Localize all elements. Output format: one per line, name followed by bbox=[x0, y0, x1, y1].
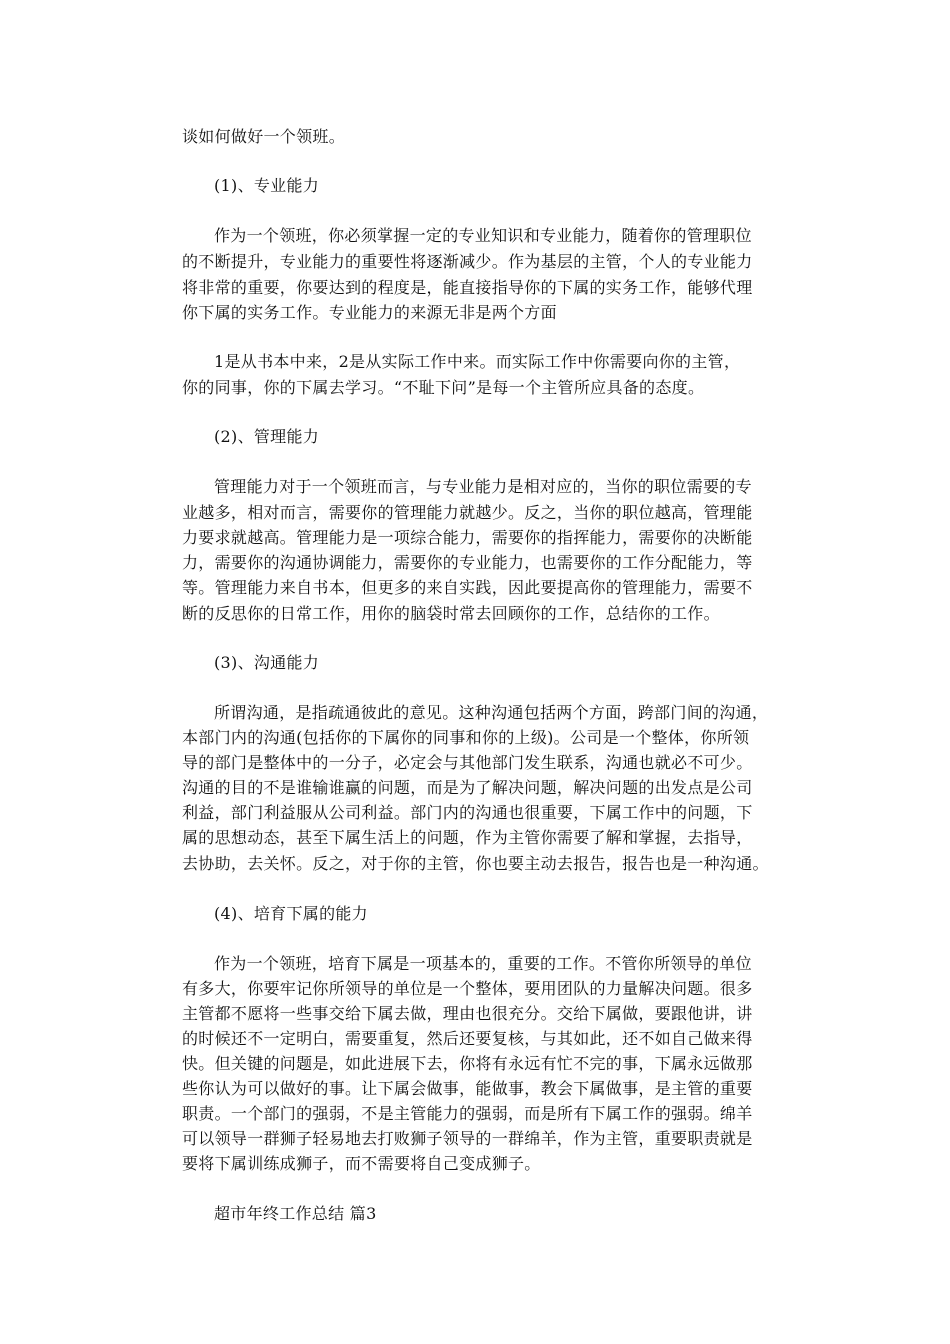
paragraph-line: 的不断提升，专业能力的重要性将逐渐减少。作为基层的主管，个人的专业能力 bbox=[182, 252, 753, 271]
paragraph-line: 力要求就越高。管理能力是一项综合能力，需要你的指挥能力，需要你的决断能 bbox=[182, 528, 753, 547]
paragraph-line: 导的部门是整体中的一分子，必定会与其他部门发生联系，沟通也就必不可少。 bbox=[182, 753, 753, 772]
paragraph-line: 作为一个领班，培育下属是一项基本的，重要的工作。不管你所领导的单位 bbox=[214, 954, 752, 973]
paragraph-line: 快。但关键的问题是，如此进展下去，你将有永远有忙不完的事，下属永远做那 bbox=[182, 1054, 753, 1073]
section-heading: (3)、沟通能力 bbox=[214, 653, 320, 672]
paragraph-line: 去协助，去关怀。反之，对于你的主管，你也要主动去报告，报告也是一种沟通。 bbox=[182, 854, 769, 873]
paragraph-line: 力，需要你的沟通协调能力，需要你的专业能力，也需要你的工作分配能力，等 bbox=[182, 553, 753, 572]
paragraph-line: 要将下属训练成狮子，而不需要将自己变成狮子。 bbox=[182, 1154, 541, 1173]
paragraph-line: 管理能力对于一个领班而言，与专业能力是相对应的，当你的职位需要的专 bbox=[214, 477, 752, 496]
paragraph-line: 你的同事，你的下属去学习。“不耻下问”是每一个主管所应具备的态度。 bbox=[182, 378, 705, 397]
section-heading: 超市年终工作总结 篇3 bbox=[214, 1204, 377, 1223]
paragraph-line: 有多大，你要牢记你所领导的单位是一个整体，要用团队的力量解决问题。很多 bbox=[182, 979, 753, 998]
paragraph-line: 所谓沟通，是指疏通彼此的意见。这种沟通包括两个方面，跨部门间的沟通， bbox=[214, 703, 769, 722]
paragraph-line: 本部门内的沟通(包括你的下属你的同事和你的上级)。公司是一个整体，你所领 bbox=[182, 728, 750, 747]
paragraph-line: 断的反思你的日常工作，用你的脑袋时常去回顾你的工作，总结你的工作。 bbox=[182, 604, 720, 623]
paragraph-line: 将非常的重要，你要达到的程度是，能直接指导你的下属的实务工作，能够代理 bbox=[182, 278, 753, 297]
paragraph-line: 利益，部门利益服从公司利益。部门内的沟通也很重要，下属工作中的问题，下 bbox=[182, 803, 753, 822]
intro-line: 谈如何做好一个领班。 bbox=[182, 127, 346, 146]
paragraph-line: 些你认为可以做好的事。让下属会做事，能做事，教会下属做事，是主管的重要 bbox=[182, 1079, 753, 1098]
paragraph-line: 等。管理能力来自书本，但更多的来自实践，因此要提高你的管理能力，需要不 bbox=[182, 578, 753, 597]
paragraph-line: 主管都不愿将一些事交给下属去做，理由也很充分。交给下属做，要跟他讲，讲 bbox=[182, 1004, 753, 1023]
paragraph-line: 业越多，相对而言，需要你的管理能力就越少。反之，当你的职位越高，管理能 bbox=[182, 503, 753, 522]
paragraph-line: 职责。一个部门的强弱，不是主管能力的强弱，而是所有下属工作的强弱。绵羊 bbox=[182, 1104, 753, 1123]
paragraph-line: 作为一个领班，你必须掌握一定的专业知识和专业能力，随着你的管理职位 bbox=[214, 226, 752, 245]
section-heading: (1)、专业能力 bbox=[214, 176, 320, 195]
paragraph-line: 可以领导一群狮子轻易地去打败狮子领导的一群绵羊，作为主管，重要职责就是 bbox=[182, 1129, 753, 1148]
section-heading: (2)、管理能力 bbox=[214, 427, 320, 446]
paragraph-line: 沟通的目的不是谁输谁赢的问题，而是为了解决问题，解决问题的出发点是公司 bbox=[182, 778, 753, 797]
section-heading: (4)、培育下属的能力 bbox=[214, 904, 368, 923]
paragraph-line: 你下属的实务工作。专业能力的来源无非是两个方面 bbox=[182, 303, 557, 322]
paragraph-line: 1是从书本中来，2是从实际工作中来。而实际工作中你需要向你的主管， bbox=[214, 352, 741, 371]
paragraph-line: 的时候还不一定明白，需要重复，然后还要复核，与其如此，还不如自己做来得 bbox=[182, 1029, 753, 1048]
paragraph-line: 属的思想动态，甚至下属生活上的问题，作为主管你需要了解和掌握，去指导， bbox=[182, 828, 753, 847]
